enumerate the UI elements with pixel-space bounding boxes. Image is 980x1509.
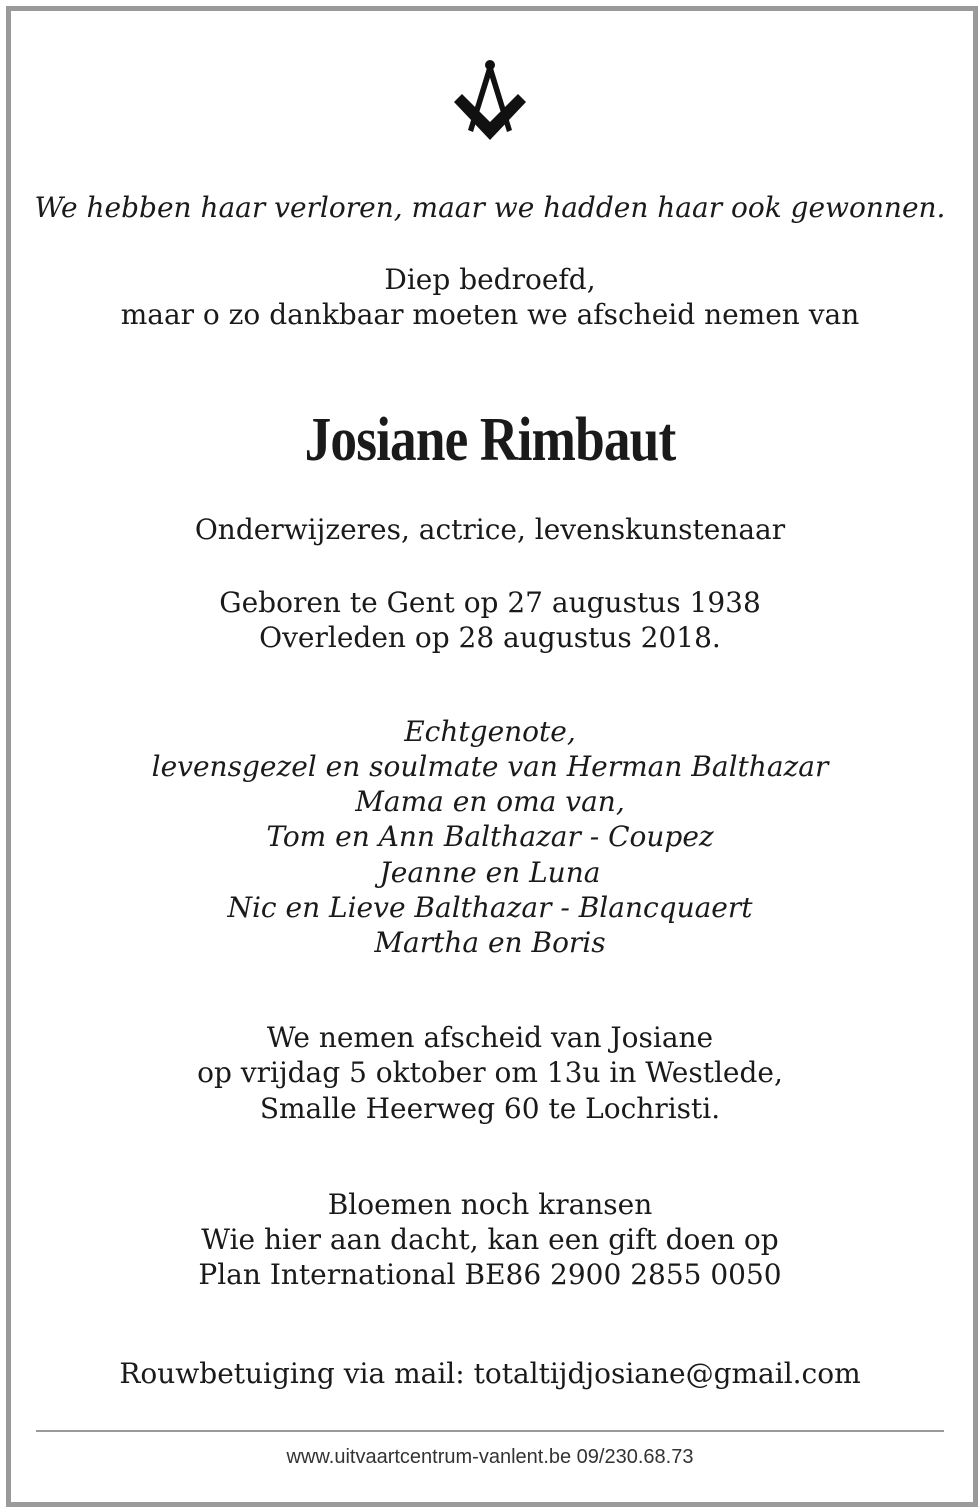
family-line: Echtgenote, — [404, 715, 576, 748]
family-line: levensgezel en soulmate van Herman Balthazar — [151, 750, 829, 783]
footer-divider — [36, 1430, 944, 1432]
birth-date: Geboren te Gent op 27 augustus 1938 — [219, 586, 761, 619]
family-line: Jeanne en Luna — [379, 856, 601, 889]
condolence-email: Rouwbetuiging via mail: totaltijdjosiane@gmail.com — [119, 1357, 861, 1390]
flowers-line-2: Wie hier aan dacht, kan een gift doen op — [201, 1223, 779, 1256]
intro-line-2: maar o zo dankbaar moeten we afscheid nemen van — [120, 298, 860, 331]
square-and-compass-icon — [440, 58, 540, 148]
motto: We hebben haar verloren, maar we hadden haar ook gewonnen. — [34, 191, 946, 224]
death-date: Overleden op 28 augustus 2018. — [259, 621, 721, 654]
family-line: Martha en Boris — [374, 926, 606, 959]
deceased-name: Josiane Rimbaut — [304, 406, 676, 474]
farewell-line-3: Smalle Heerweg 60 te Lochristi. — [259, 1092, 721, 1125]
deceased-titles: Onderwijzeres, actrice, levenskunstenaar — [194, 513, 786, 546]
intro-line-1: Diep bedroefd, — [384, 263, 596, 296]
family-line: Tom en Ann Balthazar - Coupez — [266, 820, 714, 853]
footer-contact: www.uitvaartcentrum-vanlent.be 09/230.68.73 — [286, 1446, 694, 1468]
family-line: Mama en oma van, — [355, 785, 625, 818]
farewell-line-1: We nemen afscheid van Josiane — [266, 1021, 714, 1054]
farewell-line-2: op vrijdag 5 oktober om 13u in Westlede, — [197, 1056, 783, 1089]
flowers-line-3: Plan International BE86 2900 2855 0050 — [198, 1258, 782, 1291]
family-line: Nic en Lieve Balthazar - Blancquaert — [227, 891, 753, 924]
flowers-line-1: Bloemen noch kransen — [327, 1188, 653, 1221]
